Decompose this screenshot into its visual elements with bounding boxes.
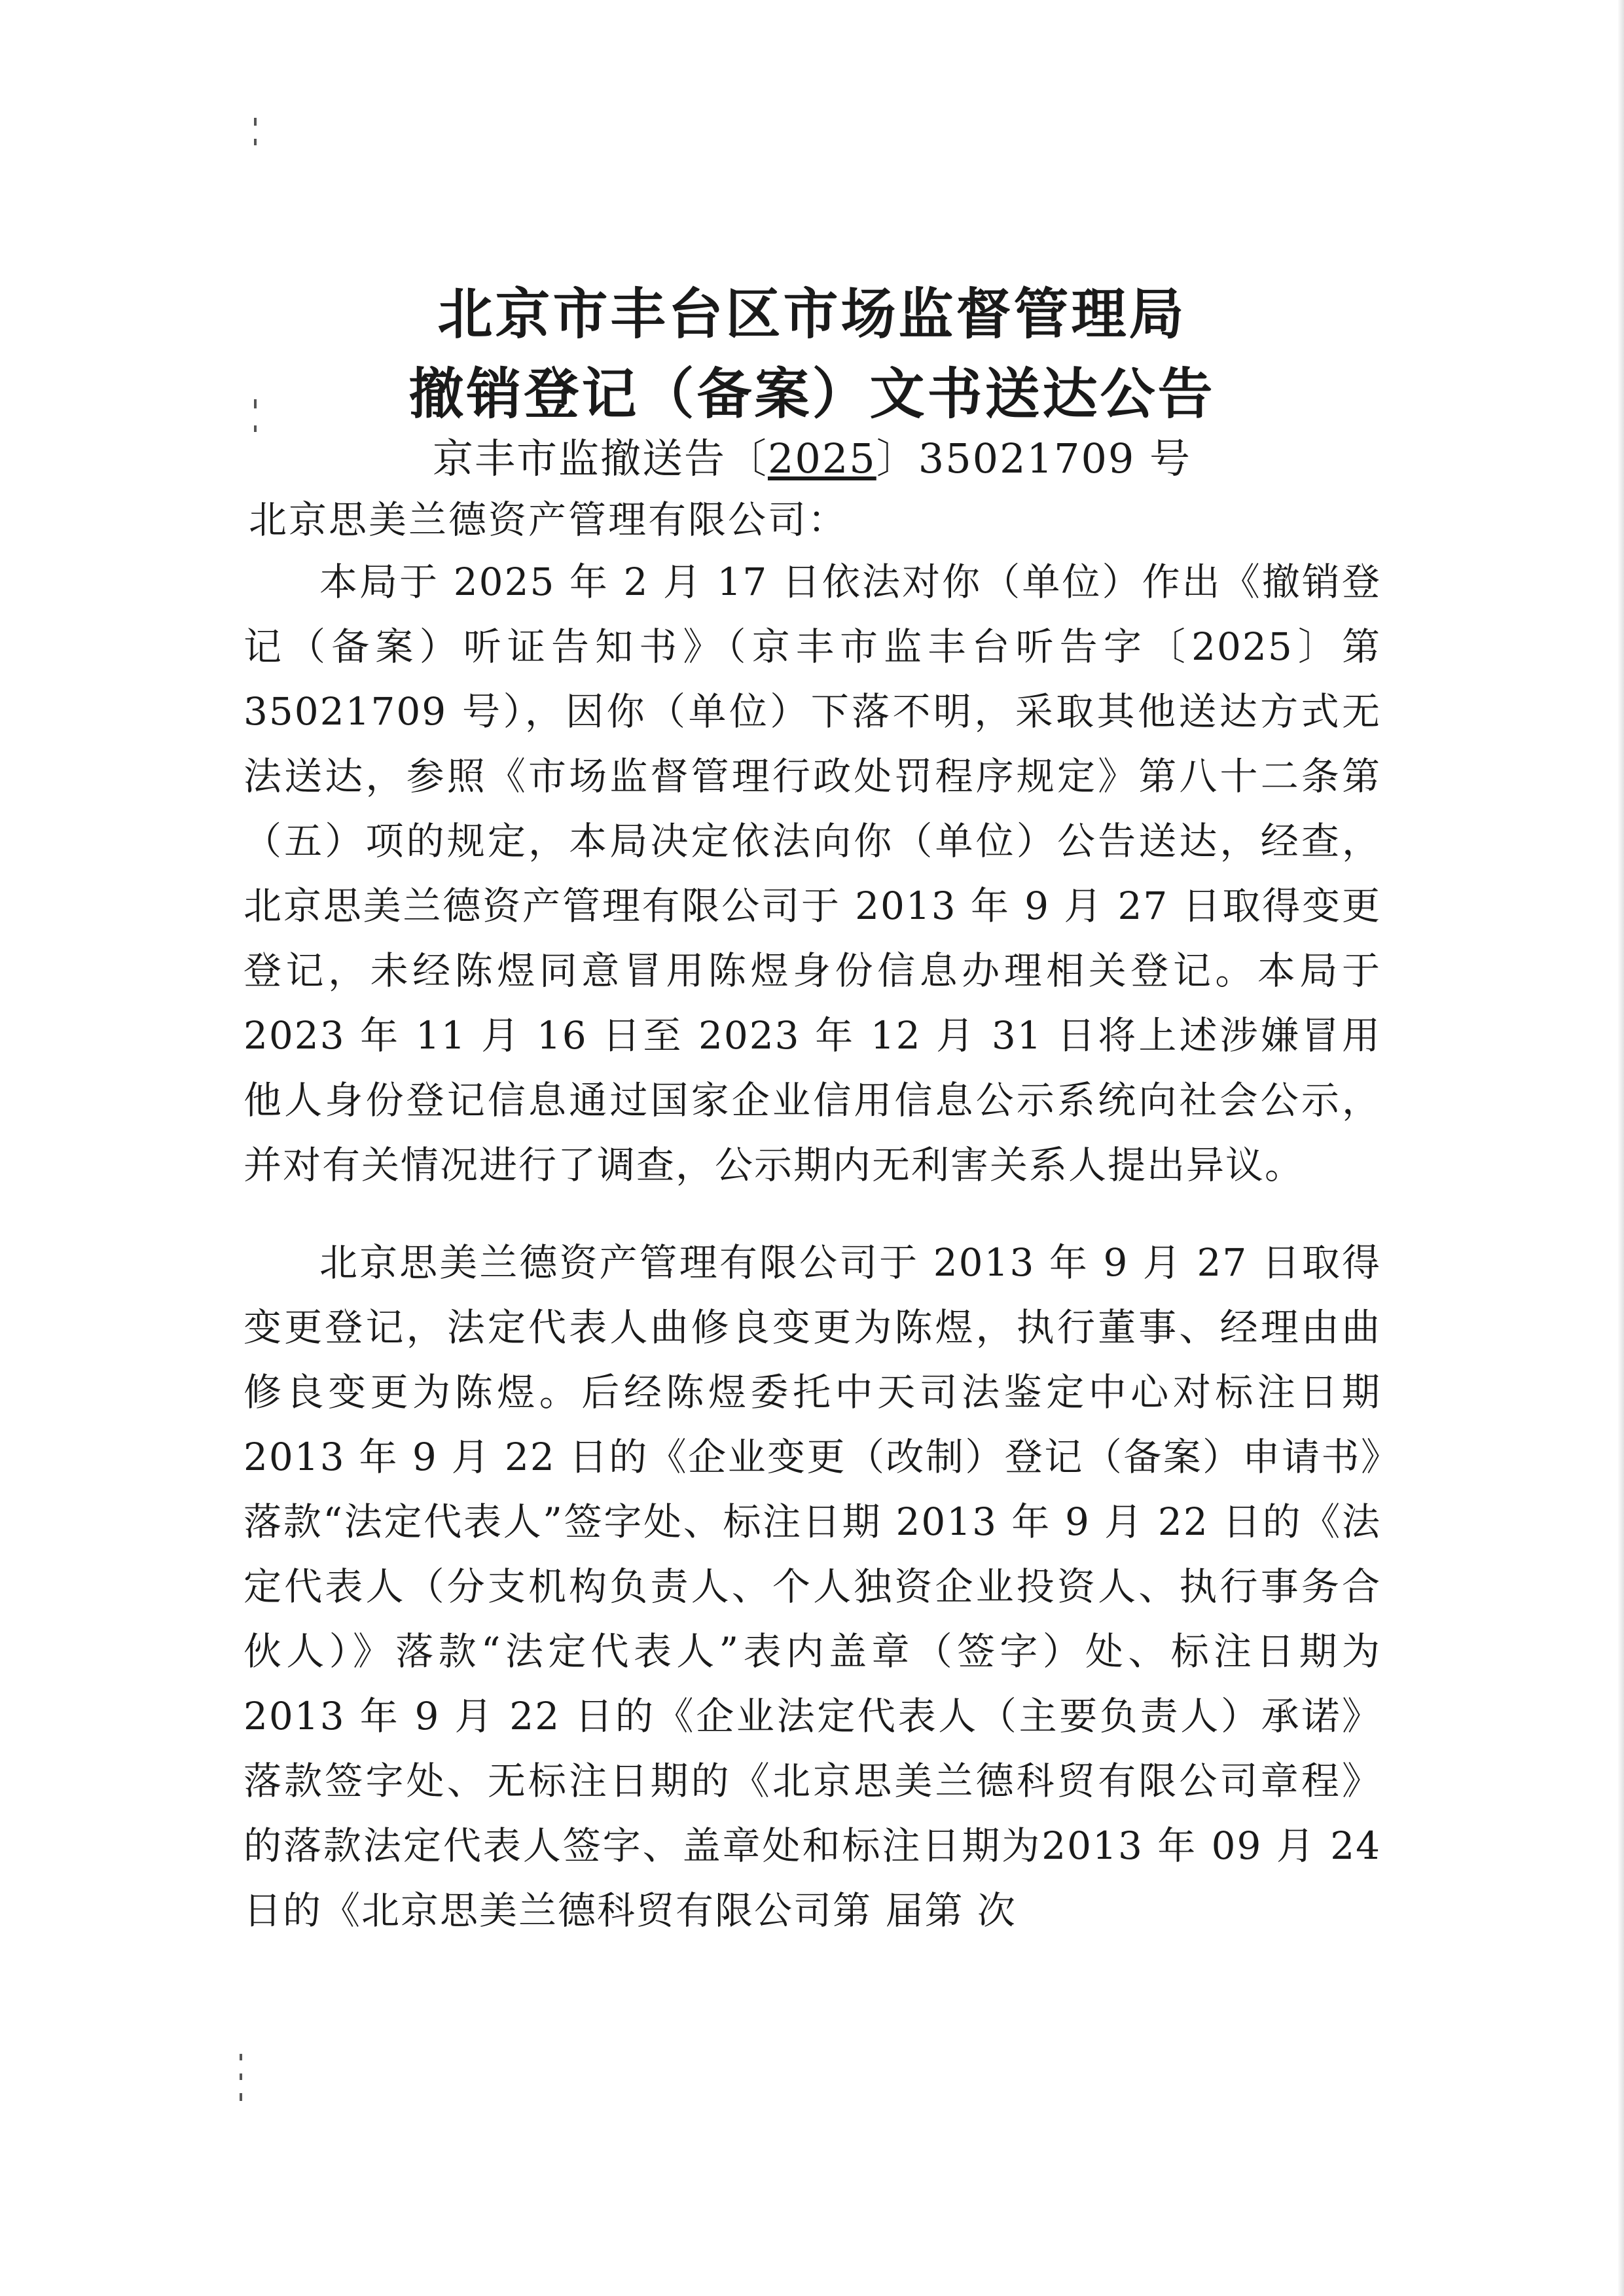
scan-binding-mark-top-2: [254, 139, 257, 145]
scan-binding-mark-middle-2: [254, 425, 257, 432]
body-paragraph: 本局于 2025 年 2 月 17 日依法对你（单位）作出《撤销登记（备案）听证告知书》（京丰市监丰台听告字〔2025〕第35021709 号），因你（单位）下落不明，采取其他送达方式无法送达，参照《市场监督管理行政处罚程序规定》第八十二条第（五）项的规定，本局决定依法向你（单位）公告送达，经查，北京思美兰德资产管理有限公司于 2013 年 9 月 27 日取得变更登记，未经陈煜同意冒用陈煜身份信息办理相关登记。本局于 2023 年 11 月 16 日至 2023 年 12 月 31 日将上述涉嫌冒用他人身份登记信息通过国家企业信用信息公示系统向社会公示，并对有关情况进行了调查，公示期内无利害关系人提出异议。: [244, 560, 1381, 1187]
scan-binding-mark-bottom-3: [240, 2093, 242, 2101]
document-number: [0, 435, 1624, 482]
scan-binding-mark-bottom-2: [240, 2073, 242, 2080]
scan-edge-shadow: [1617, 0, 1624, 2296]
document-title-line-1: 北京市丰台区市场监督管理局: [437, 282, 1187, 346]
document-number-prefix: 京丰市监撤送告〔: [432, 435, 768, 482]
document-number-suffix: 〕35021709 号: [876, 435, 1192, 482]
document-number-year: 2025: [767, 435, 876, 482]
scan-binding-mark-top: [254, 118, 257, 126]
scan-binding-mark-bottom: [240, 2054, 242, 2060]
body-paragraph: 北京思美兰德资产管理有限公司于 2013 年 9 月 27 日取得变更登记，法定代表人曲修良变更为陈煜，执行董事、经理由曲修良变更为陈煜。后经陈煜委托中天司法鉴定中心对标注日期 2013 年 9 月 22 日的《企业变更（改制）登记（备案）申请书》落款“法定代表人”签字处、标注日期 2013 年 9 月 22 日的《法定代表人（分支机构负责人、个人独资企业投资人、执行事务合伙人）》落款“法定代表人”表内盖章（签字）处、标注日期为 2013 年 9 月 22 日的《企业法定代表人（主要负责人）承诺》落款签字处、无标注日期的《北京思美兰德科贸有限公司章程》的落款法定代表人签字、盖章处和标注日期为2013 年 09 月 24 日的《北京思美兰德科贸有限公司第 届第 次: [244, 1240, 1381, 1933]
addressee: 北京思美兰德资产管理有限公司：: [249, 497, 848, 542]
document-title-line-2: 撤销登记（备案）文书送达公告: [408, 362, 1216, 426]
